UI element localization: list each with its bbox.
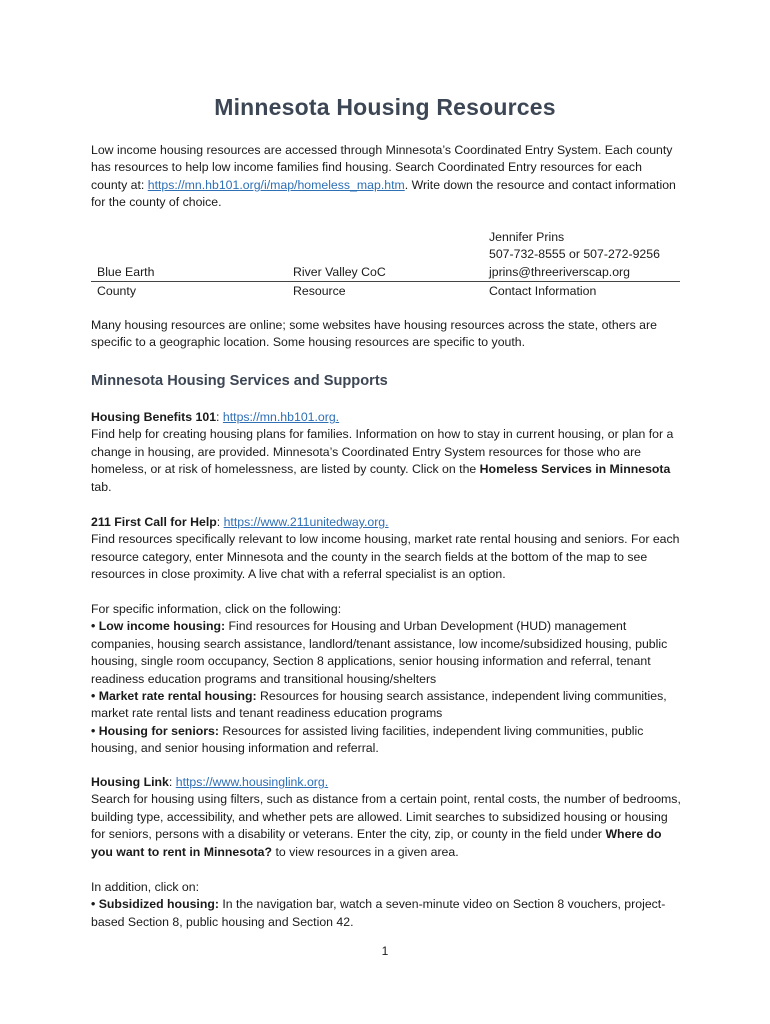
contact-name: Jennifer Prins — [489, 230, 565, 244]
housing-link-description — [91, 791, 681, 861]
homeless-map-link[interactable]: https://mn.hb101.org/i/map/homeless_map.htm — [147, 177, 405, 192]
housing-link-sep: : — [168, 775, 176, 789]
rent-location-field-label: Where do you want to rent in Minnesota? — [91, 827, 662, 859]
housing-link-heading — [91, 774, 681, 791]
bullet-subsidized-text: In the navigation bar, watch a seven-minute video on Section 8 vouchers, project-based Section 8, public housing and Section 42. — [91, 897, 666, 929]
addition-intro: In addition, click on: — [91, 880, 200, 894]
housing-link-text: Search for housing using filters, such as distance from a certain point, rental costs, the number of bedrooms, building type, accessibility, and whether pets are allowed. Limit searches to subsidized housing or housing for seniors, persons with a disability or veterans. Enter the city, zip, or county in the field under — [91, 792, 681, 842]
housing-link-entry — [91, 774, 681, 861]
bullet-seniors-text: Resources for assisted living facilities, independent living communities, public housing, and senior housing information and referral. — [91, 723, 644, 756]
county-value: Blue Earth — [97, 265, 155, 279]
housing-benefits-text: Find help for creating housing plans for families. Information on how to stay in current housing, or plan for a change in housing, are provided. Minnesota’s Coordinated Entry System resources for those who are homeless, or at risk of homelessness, are listed by county. Click on the — [91, 427, 674, 477]
table-divider — [91, 281, 680, 282]
bullet-low-income-text: Find resources for Housing and Urban Development (HUD) management companies, housing search assistance, landlord/tenant assistance, low income/subsidized housing, public housing, single room occupancy, Section 8 applications, senior housing information and referral, tenant readiness education programs and transitional housing/shelters — [91, 619, 668, 686]
addition-section — [91, 879, 681, 931]
housing-benefits-name: Housing Benefits 101 — [91, 410, 217, 424]
first-call-entry — [91, 514, 681, 584]
housing-link-name: Housing Link — [91, 775, 169, 789]
first-call-heading — [91, 514, 681, 531]
housing-benefits-link[interactable]: https://mn.hb101.org. — [222, 410, 340, 424]
bullet-subsidized-label: • Subsidized housing: — [91, 897, 219, 912]
contact-email: jprins@threeriverscap.org — [489, 264, 630, 279]
bullet-seniors-label: • Housing for seniors: — [91, 723, 219, 738]
section-heading: Minnesota Housing Services and Supports — [91, 373, 388, 389]
bullet-seniors — [91, 723, 681, 758]
intro-text-end: . Write down the resource and contact information for the county of choice. — [91, 177, 676, 210]
contact-phone: 507-732-8555 or 507-272-9256 — [489, 247, 660, 262]
housing-benefits-text-end: tab. — [91, 479, 112, 494]
housing-link-text-end: to view resources in a given area. — [272, 844, 459, 859]
bullet-low-income-label: • Low income housing: — [91, 619, 226, 634]
bullet-subsidized — [91, 896, 681, 931]
homeless-services-tab-label: Homeless Services in Minnesota — [479, 462, 671, 477]
bullet-low-income — [91, 618, 681, 688]
housing-benefits-heading — [91, 409, 681, 426]
housing-benefits-description — [91, 426, 681, 496]
intro-paragraph — [91, 142, 681, 212]
page-number: 1 — [381, 944, 389, 958]
bullet-market-rate-label: • Market rate rental housing: — [91, 689, 257, 704]
first-call-name: 211 First Call for Help — [91, 515, 217, 529]
county-label: County — [97, 284, 136, 298]
housing-benefits-sep: : — [216, 410, 223, 424]
page-title: Minnesota Housing Resources — [214, 94, 556, 120]
intro-text: Low income housing resources are accessed through Minnesota’s Coordinated Entry System. Each county has resources to help low income families find housing. Search Coordinated Entry resources for each county at: — [91, 143, 673, 192]
bullet-market-rate-text: Resources for housing search assistance, independent living communities, market rate rental lists and tenant readiness education programs — [91, 689, 667, 721]
bullet-market-rate — [91, 688, 681, 723]
specific-intro: For specific information, click on the following: — [91, 602, 342, 616]
housing-benefits-entry — [91, 409, 681, 496]
first-call-link[interactable]: https://www.211unitedway.org. — [223, 515, 389, 529]
resource-label: Resource — [293, 284, 346, 298]
housing-link-link[interactable]: https://www.housinglink.org. — [175, 775, 329, 789]
contact-label: Contact Information — [489, 284, 597, 298]
specific-info-section — [91, 601, 681, 758]
online-note: Many housing resources are online; some websites have housing resources across the state, others are specific to a geographic location. Some housing resources are specific to youth. — [91, 318, 657, 350]
first-call-sep: : — [216, 515, 224, 529]
first-call-description: Find resources specifically relevant to low income housing, market rate rental housing and seniors. For each resource category, enter Minnesota and the county in the search fields at the bottom of the map to see resources in close proximity. A live chat with a referral specialist is an option. — [91, 532, 680, 582]
resource-value: River Valley CoC — [293, 265, 386, 279]
